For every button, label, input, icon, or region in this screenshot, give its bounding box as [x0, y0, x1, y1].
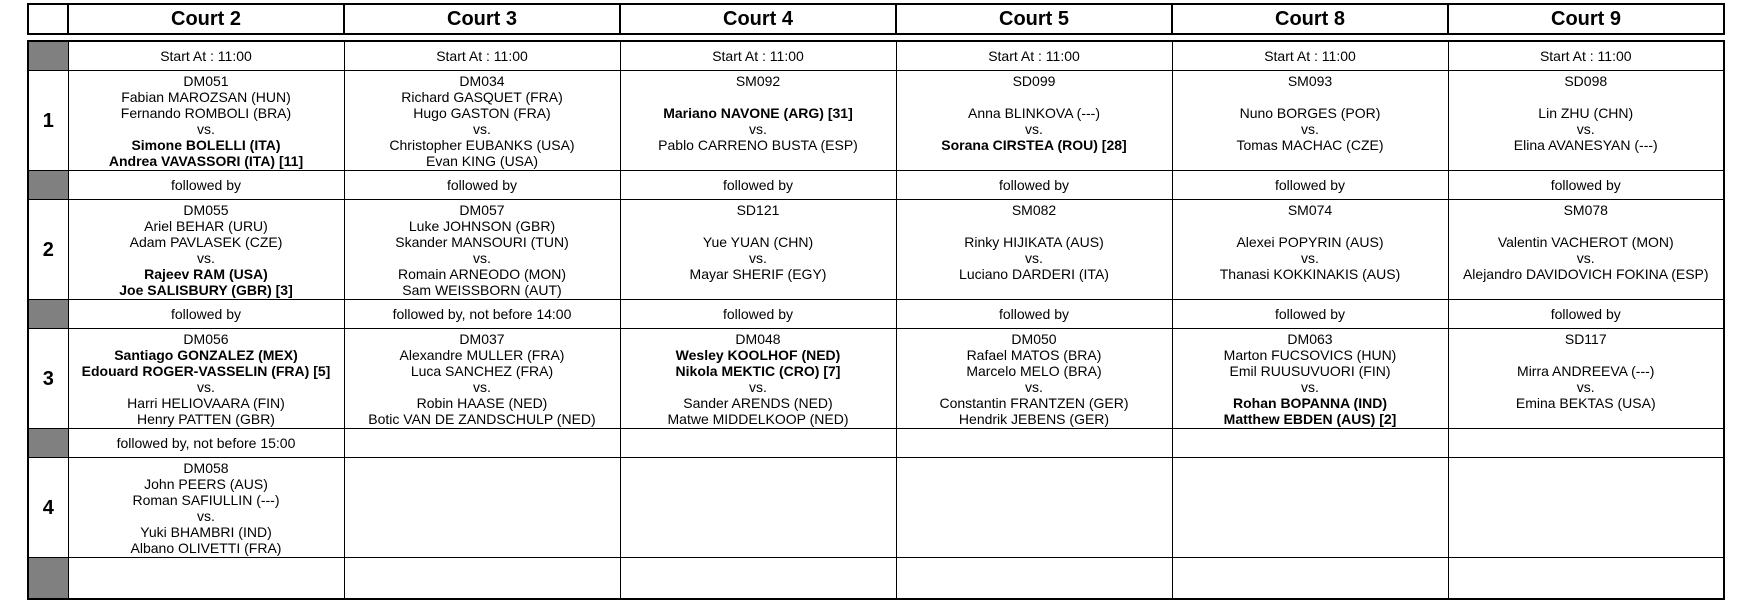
schedule-note: Start At : 11:00 [344, 41, 620, 71]
player-name [897, 89, 1172, 105]
match-cell [344, 71, 620, 171]
player-name: Luca SANCHEZ (FRA) [410, 362, 554, 379]
player-name: Adam PAVLASEK (CZE) [129, 233, 283, 250]
player-name [1173, 153, 1448, 169]
player-name: Marton FUCSOVICS (HUN) [1223, 346, 1397, 363]
player-name [621, 89, 896, 105]
schedule-note: followed by, not before 15:00 [68, 429, 344, 458]
schedule-note [1448, 429, 1724, 458]
order-of-play-table [27, 40, 1725, 600]
player-name: Rohan BOPANNA (IND) [1233, 395, 1387, 412]
schedule-note: followed by, not before 14:00 [344, 300, 620, 329]
player-name [1449, 347, 1724, 363]
match-cell [344, 458, 620, 558]
player-name: Matwe MIDDELKOOP (NED) [667, 411, 849, 428]
player-name [1449, 153, 1724, 169]
player-name [621, 282, 896, 298]
player-name: Evan KING (USA) [425, 153, 539, 170]
player-name: Sorana CIRSTEA (ROU) [28] [941, 137, 1127, 154]
court-header: Court 9 [1448, 4, 1724, 34]
match-code: SM092 [735, 72, 781, 89]
schedule-note: followed by [896, 171, 1172, 200]
match-code: DM055 [183, 201, 229, 218]
player-name [897, 218, 1172, 234]
match-cell [620, 329, 896, 429]
match-code: SM082 [1011, 201, 1057, 218]
player-name: Alexandre MULLER (FRA) [399, 346, 565, 363]
schedule-note [620, 429, 896, 458]
versus-label: vs. [749, 379, 767, 396]
schedule-note: followed by [68, 171, 344, 200]
versus-label: vs. [473, 379, 491, 396]
trailing-row [28, 558, 1724, 600]
schedule-note: Start At : 11:00 [1172, 41, 1448, 71]
player-name: Rinky HIJIKATA (AUS) [964, 233, 1104, 250]
schedule-note: followed by [896, 300, 1172, 329]
schedule-note [896, 429, 1172, 458]
match-order-number: 2 [28, 200, 68, 300]
court-header-row [28, 4, 1724, 34]
followed-by-row [28, 300, 1724, 329]
schedule-note: followed by [68, 300, 344, 329]
player-name: Santiago GONZALEZ (MEX) [114, 346, 298, 363]
player-name: Valentin VACHEROT (MON) [1497, 233, 1674, 250]
schedule-note: followed by [1448, 171, 1724, 200]
match-order-number: 3 [28, 329, 68, 429]
player-name: Nuno BORGES (POR) [1239, 104, 1381, 121]
schedule-note: followed by [344, 171, 620, 200]
header-corner [28, 4, 68, 34]
versus-label: vs. [1576, 379, 1595, 396]
match-cell [1172, 329, 1448, 429]
versus-label: vs. [1301, 250, 1319, 267]
match-cell [896, 458, 1172, 558]
player-name [621, 153, 896, 169]
versus-label: vs. [197, 121, 215, 138]
match-cell [896, 71, 1172, 171]
player-name [1449, 282, 1724, 298]
match-cell [620, 71, 896, 171]
followed-by-row [28, 171, 1724, 200]
player-name: Fernando ROMBOLI (BRA) [120, 104, 292, 121]
match-cell [68, 458, 344, 558]
versus-label: vs. [749, 121, 767, 138]
player-name: Luciano DARDERI (ITA) [959, 266, 1109, 283]
player-name: Hendrik JEBENS (GER) [958, 411, 1110, 428]
match-row [28, 71, 1724, 171]
player-name [1173, 282, 1448, 298]
player-name [897, 282, 1172, 298]
player-name: Mirra ANDREEVA (---) [1517, 362, 1655, 379]
versus-label: vs. [1576, 121, 1595, 138]
player-name: Yue YUAN (CHN) [702, 233, 814, 250]
player-name: Henry PATTEN (GBR) [137, 411, 275, 428]
player-name: Botic VAN DE ZANDSCHULP (NED) [368, 411, 596, 428]
match-cell [896, 329, 1172, 429]
player-name: Albano OLIVETTI (FRA) [130, 540, 282, 557]
player-name: Richard GASQUET (FRA) [401, 88, 563, 105]
match-code: DM063 [1287, 330, 1333, 347]
match-code: DM058 [183, 459, 229, 476]
player-name: Hugo GASTON (FRA) [413, 104, 551, 121]
player-name: Simone BOLELLI (ITA) [131, 137, 281, 154]
player-name: Nikola MEKTIC (CRO) [7] [675, 362, 841, 379]
match-cell [344, 200, 620, 300]
match-code: DM050 [1011, 330, 1057, 347]
versus-label: vs. [473, 250, 491, 267]
player-name: Alejandro DAVIDOVICH FOKINA (ESP) [1462, 266, 1709, 283]
match-cell [620, 458, 896, 558]
player-name: Sam WEISSBORN (AUT) [402, 282, 562, 299]
match-cell [68, 71, 344, 171]
schedule-note [896, 558, 1172, 600]
match-code: SM074 [1287, 201, 1333, 218]
player-name: John PEERS (AUS) [144, 475, 268, 492]
match-cell [68, 200, 344, 300]
match-row [28, 200, 1724, 300]
match-code: SD098 [1564, 72, 1608, 89]
player-name: Tomas MACHAC (CZE) [1236, 137, 1384, 154]
match-cell [620, 200, 896, 300]
schedule-note: Start At : 11:00 [620, 41, 896, 71]
schedule-note [1172, 558, 1448, 600]
player-name: Mariano NAVONE (ARG) [31] [663, 104, 853, 121]
player-name: Skander MANSOURI (TUN) [395, 233, 569, 250]
match-cell [896, 200, 1172, 300]
row-separator-marker [28, 558, 68, 600]
match-code: DM057 [459, 201, 505, 218]
versus-label: vs. [749, 250, 767, 267]
match-cell [344, 329, 620, 429]
player-name [1449, 218, 1724, 234]
player-name: Anna BLINKOVA (---) [967, 104, 1100, 121]
match-code: SD117 [1564, 330, 1607, 347]
versus-label: vs. [1301, 121, 1319, 138]
player-name: Luke JOHNSON (GBR) [408, 217, 556, 234]
match-cell [1172, 71, 1448, 171]
player-name: Marcelo MELO (BRA) [966, 362, 1102, 379]
match-code: DM056 [183, 330, 229, 347]
player-name: Romain ARNEODO (MON) [397, 266, 567, 283]
versus-label: vs. [197, 250, 215, 267]
schedule-note: followed by [1448, 300, 1724, 329]
match-code: DM034 [459, 72, 505, 89]
player-name: Ariel BEHAR (URU) [144, 217, 268, 234]
match-cell [1448, 200, 1724, 300]
player-name: Lin ZHU (CHN) [1538, 104, 1634, 121]
versus-label: vs. [1025, 250, 1043, 267]
player-name: Joe SALISBURY (GBR) [3] [119, 282, 293, 299]
match-cell [68, 329, 344, 429]
player-name: Matthew EBDEN (AUS) [2] [1223, 411, 1397, 428]
match-cell [1172, 458, 1448, 558]
player-name: Rafael MATOS (BRA) [966, 346, 1102, 363]
match-cell [1172, 200, 1448, 300]
player-name [621, 218, 896, 234]
player-name: Emina BEKTAS (USA) [1515, 395, 1656, 412]
followed-by-row [28, 429, 1724, 458]
match-code: DM051 [183, 72, 229, 89]
player-name: Harri HELIOVAARA (FIN) [127, 395, 285, 412]
player-name [1173, 218, 1448, 234]
court-header-table [27, 3, 1725, 35]
row-separator-marker [28, 300, 68, 329]
schedule-note [620, 558, 896, 600]
schedule-note [344, 429, 620, 458]
player-name [1173, 89, 1448, 105]
match-code: SD121 [736, 201, 780, 218]
schedule-note: followed by [1172, 300, 1448, 329]
court-header: Court 3 [344, 4, 620, 34]
versus-label: vs. [197, 508, 215, 525]
schedule-note: followed by [620, 300, 896, 329]
player-name: Thanasi KOKKINAKIS (AUS) [1219, 266, 1401, 283]
player-name: Christopher EUBANKS (USA) [389, 137, 575, 154]
player-name: Sander ARENDS (NED) [683, 395, 833, 412]
player-name: Edouard ROGER-VASSELIN (FRA) [5] [81, 362, 331, 379]
match-code: SM093 [1287, 72, 1333, 89]
player-name: Fabian MAROZSAN (HUN) [121, 88, 291, 105]
player-name: Elina AVANESYAN (---) [1513, 137, 1658, 154]
match-code: SD099 [1012, 72, 1056, 89]
versus-label: vs. [1025, 121, 1043, 138]
player-name: Yuki BHAMBRI (IND) [140, 524, 272, 541]
player-name: Emil RUUSUVUORI (FIN) [1229, 362, 1391, 379]
row-separator-marker [28, 41, 68, 71]
court-header: Court 8 [1172, 4, 1448, 34]
player-name: Andrea VAVASSORI (ITA) [11] [108, 153, 304, 170]
match-order-number: 4 [28, 458, 68, 558]
player-name [1449, 411, 1724, 427]
court-header: Court 4 [620, 4, 896, 34]
player-name: Pablo CARRENO BUSTA (ESP) [658, 137, 858, 154]
court-header: Court 5 [896, 4, 1172, 34]
schedule-note: Start At : 11:00 [896, 41, 1172, 71]
player-name: Mayar SHERIF (EGY) [689, 266, 827, 283]
schedule-note [1172, 429, 1448, 458]
row-separator-marker [28, 171, 68, 200]
versus-label: vs. [1025, 379, 1043, 396]
match-code: DM037 [459, 330, 505, 347]
schedule-note [1448, 558, 1724, 600]
player-name: Wesley KOOLHOF (NED) [675, 346, 841, 363]
match-cell [1448, 71, 1724, 171]
match-row [28, 458, 1724, 558]
match-cell [1448, 458, 1724, 558]
match-code: SM078 [1563, 201, 1608, 218]
player-name: Roman SAFIULLIN (---) [132, 491, 280, 508]
versus-label: vs. [1576, 250, 1595, 267]
versus-label: vs. [197, 379, 215, 396]
versus-label: vs. [1301, 379, 1319, 396]
player-name: Alexei POPYRIN (AUS) [1236, 233, 1384, 250]
player-name: Robin HAASE (NED) [416, 395, 548, 412]
schedule-note: Start At : 11:00 [68, 41, 344, 71]
schedule-note: Start At : 11:00 [1448, 41, 1724, 71]
row-separator-marker [28, 429, 68, 458]
match-cell [1448, 329, 1724, 429]
match-code: DM048 [735, 330, 781, 347]
court-header: Court 2 [68, 4, 344, 34]
versus-label: vs. [473, 121, 491, 138]
player-name: Rajeev RAM (USA) [144, 266, 268, 283]
schedule-note: followed by [1172, 171, 1448, 200]
player-name [1449, 89, 1724, 105]
match-row [28, 329, 1724, 429]
schedule-note: followed by [620, 171, 896, 200]
player-name [897, 153, 1172, 169]
player-name: Constantin FRANTZEN (GER) [939, 395, 1129, 412]
schedule-note [344, 558, 620, 600]
schedule-note [68, 558, 344, 600]
start-time-row [28, 41, 1724, 71]
match-order-number: 1 [28, 71, 68, 171]
